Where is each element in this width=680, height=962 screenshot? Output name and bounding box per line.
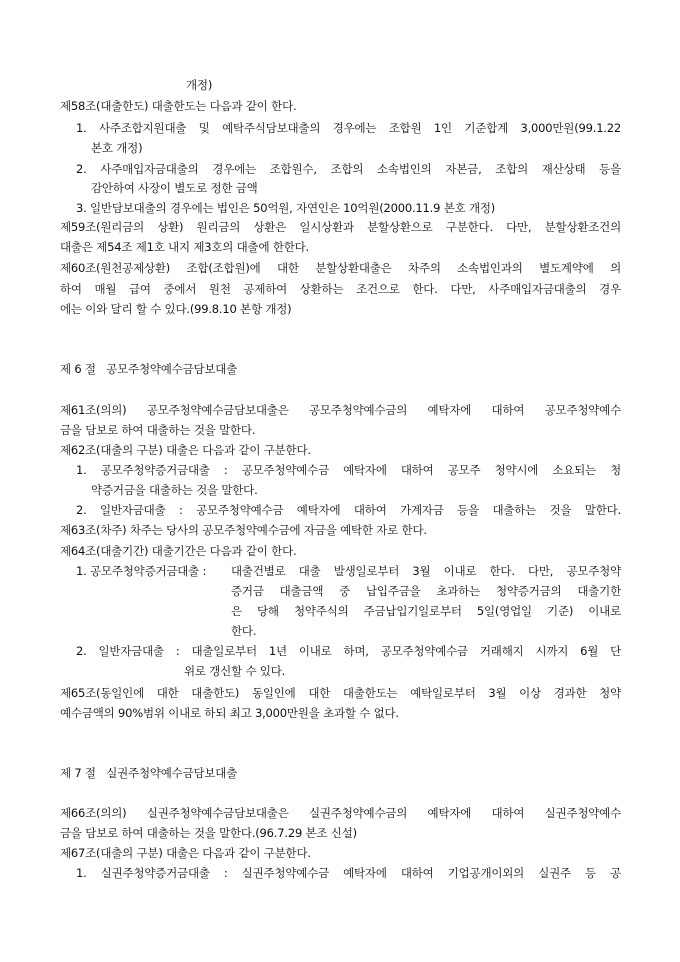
section-6-title: 제 6 절 공모주청약예수금담보대출 xyxy=(60,362,238,376)
list-item-text: 1. 사주조합지원대출 및 예탁주식담보대출의 경우에는 조합원 1인 기준합계 3,000만원(99.1.22 xyxy=(76,121,621,135)
list-item-label: 1. 공모주청약증거금대출 : xyxy=(76,564,207,578)
text-line: 에는 이와 달리 할 수 있다.(99.8.10 본항 개정) xyxy=(60,302,292,316)
text-line: 약증거금을 대출하는 것을 말한다. xyxy=(91,483,258,497)
list-item-text: 2. 일반자금대출 : 대출일로부터 1년 이내로 하며, 공모주청약예수금 거래해지 시까지 6월 단 xyxy=(76,644,621,658)
article-62-heading: 제62조(대출의 구분) 대출은 다음과 같이 구분한다. xyxy=(60,443,311,457)
article-60-text: 제60조(원천공제상환) 조합(조합원)에 대한 분할상환대출은 차주의 소속법인과의 별도계약에 의 xyxy=(60,261,621,275)
article-63-text: 제63조(차주) 차주는 당사의 공모주청약예수금에 자금을 예탁한 자로 한다. xyxy=(60,523,427,537)
text-line: 금을 담보로 하여 대출하는 것을 말한다.(96.7.29 본조 신설) xyxy=(60,826,357,840)
list-item-text: 3. 일반담보대출의 경우에는 법인은 50억원, 자연인은 10억원(2000.11.9 본호 개정) xyxy=(76,201,496,215)
text-line: 증거금 대출금액 중 납입주금을 초과하는 청약증거금의 대출기한 xyxy=(231,584,621,598)
text-line: 예수금액의 90%범위 이내로 하되 최고 3,000만원을 초과할 수 없다. xyxy=(60,706,399,720)
article-64-heading: 제64조(대출기간) 대출기간은 다음과 같이 한다. xyxy=(60,544,297,558)
list-item-text: 1. 공모주청약증거금대출 : 공모주청약예수금 예탁자에 대하여 공모주 청약시에 소요되는 청 xyxy=(76,463,621,477)
article-61-text: 제61조(의의) 공모주청약예수금담보대출은 공모주청약예수금의 예탁자에 대하여 공모주청약예수 xyxy=(60,403,621,417)
text-line: 본호 개정) xyxy=(91,141,143,155)
article-67-heading: 제67조(대출의 구분) 대출은 다음과 같이 구분한다. xyxy=(60,846,311,860)
list-item-text: 2. 일반자금대출 : 공모주청약예수금 예탁자에 대하여 가계자금 등을 대출하는 것을 말한다. xyxy=(76,503,621,517)
article-66-text: 제66조(의의) 실권주청약예수금담보대출은 실권주청약예수금의 예탁자에 대하여 실권주청약예수 xyxy=(60,806,621,820)
text-line: 한다. xyxy=(231,624,257,638)
text-line: 감안하여 사장이 별도로 정한 금액 xyxy=(91,181,258,195)
text-line: 금을 담보로 하여 대출하는 것을 말한다. xyxy=(60,423,256,437)
article-65-text: 제65조(동일인에 대한 대출한도) 동일인에 대한 대출한도는 예탁일로부터 3월 이상 경과한 청약 xyxy=(60,686,621,700)
list-item-text: 대출건별로 대출 발생일로부터 3월 이내로 한다. 다만, 공모주청약 xyxy=(231,564,621,578)
text-line: 하여 매월 급여 중에서 원천 공제하여 상환하는 조건으로 한다. 다만, 사주매입자금대출의 경우 xyxy=(60,282,621,296)
article-59-text: 제59조(원리금의 상환) 원리금의 상환은 일시상환과 분할상환으로 구분한다. 다만, 분할상환조건의 xyxy=(60,220,621,234)
text-line: 개정) xyxy=(186,78,213,92)
list-item-text: 2. 사주매입자금대출의 경우에는 조합원수, 조합의 소속법인의 자본금, 조합의 재산상태 등을 xyxy=(76,162,621,176)
list-item-text: 1. 실권주청약증거금대출 : 실권주청약예수금 예탁자에 대하여 기업공개이외의 실권주 등 공 xyxy=(76,866,621,880)
text-line: 위로 갱신할 수 있다. xyxy=(184,664,286,678)
article-58-heading: 제58조(대출한도) 대출한도는 다음과 같이 한다. xyxy=(60,99,297,113)
section-7-title: 제 7 절 실권주청약예수금담보대출 xyxy=(60,766,238,780)
text-line: 은 당해 청약주식의 주금납입기일로부터 5일(영업일 기준) 이내로 xyxy=(231,604,621,618)
text-line: 대출은 제54조 제1호 내지 제3호의 대출에 한한다. xyxy=(60,240,310,254)
